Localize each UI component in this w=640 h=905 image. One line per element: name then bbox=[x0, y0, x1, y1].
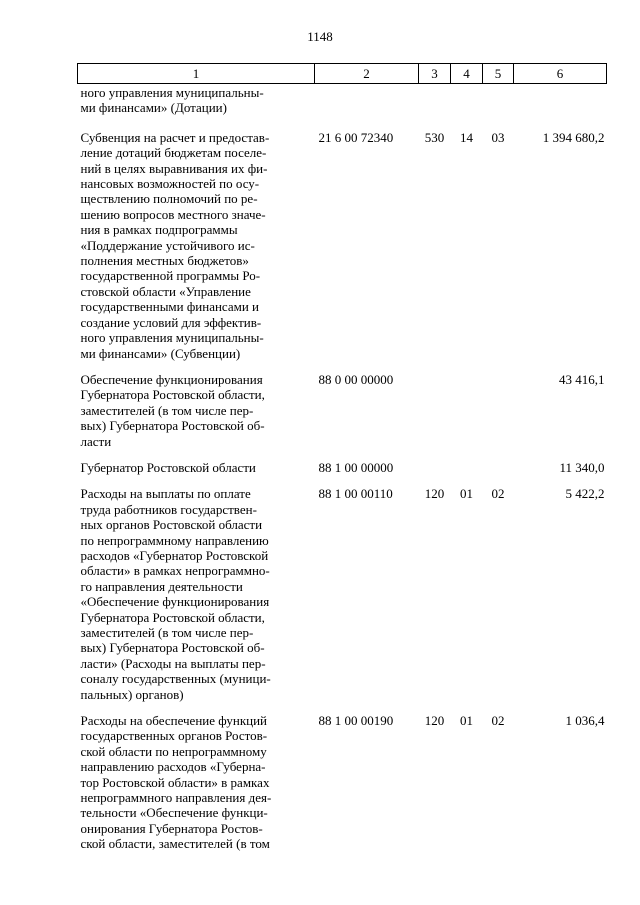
table-row bbox=[78, 486, 607, 713]
row-subsection: 02 bbox=[491, 713, 505, 729]
row-section: 01 bbox=[460, 713, 473, 729]
table-row bbox=[78, 84, 607, 130]
column-header: 1 bbox=[78, 64, 315, 84]
row-subsection bbox=[483, 372, 514, 460]
row-section bbox=[451, 372, 483, 460]
column-header: 4 bbox=[451, 64, 483, 84]
table-row bbox=[78, 713, 607, 863]
row-amount: 1 036,4 bbox=[565, 713, 605, 729]
column-header: 2 bbox=[315, 64, 419, 84]
row-amount: 5 422,2 bbox=[565, 486, 605, 502]
row-expense-type bbox=[419, 372, 451, 460]
row-section: 14 bbox=[460, 129, 473, 145]
row-section bbox=[451, 460, 483, 486]
row-target-code bbox=[315, 84, 419, 130]
row-target-code: 88 1 00 00110 bbox=[318, 486, 393, 502]
row-subsection bbox=[483, 84, 514, 130]
row-description: Губернатор Ростовской области bbox=[80, 459, 256, 475]
row-amount: 11 340,0 bbox=[559, 459, 605, 475]
row-subsection: 02 bbox=[491, 486, 505, 502]
column-header: 6 bbox=[514, 64, 607, 84]
row-subsection bbox=[483, 460, 514, 486]
row-section: 01 bbox=[460, 486, 473, 502]
column-header: 5 bbox=[483, 64, 514, 84]
table-row bbox=[78, 372, 607, 460]
row-description: Расходы на выплаты по оплате труда работников государствен- ных органов Ростовской области по непрограммному направлению расходов «Губернатор Ростовской области» в рамках непрограммно- го направления деятельности «Обеспечение функционирования Губернатора Ростовской области, заместителей (в том числе пер- вых) Губернатора Ростовской об- ласти» (Расходы на выплаты пер- соналу государственных (муници- пальных) органов) bbox=[80, 486, 271, 702]
row-subsection: 03 bbox=[491, 129, 505, 145]
page-number: 1148 bbox=[307, 29, 333, 44]
row-target-code: 21 6 00 72340 bbox=[318, 129, 394, 145]
row-expense-type bbox=[419, 84, 451, 130]
row-expense-type: 120 bbox=[424, 486, 445, 502]
row-target-code: 88 1 00 00190 bbox=[318, 713, 394, 729]
row-target-code: 88 1 00 00000 bbox=[318, 459, 394, 475]
row-expense-type: 530 bbox=[424, 129, 445, 145]
column-header: 3 bbox=[419, 64, 451, 84]
row-expense-type bbox=[419, 460, 451, 486]
row-expense-type: 120 bbox=[424, 713, 445, 729]
row-description: Субвенция на расчет и предостав- ление дотаций бюджетам поселе- ний в целях выравнивания их фи- нансовых возможностей по осу- ществлению полномочий по ре- шению вопросов местного значе- ния в рамках подпрограммы «Поддержание устойчивого ис- полнения местных бюджетов» государственной программы Ро- стовской области «Управление государственными финансами и создание условий для эффектив- ного управления муниципальны- ми финансами» (Субвенции) bbox=[80, 129, 270, 361]
row-section bbox=[451, 84, 483, 130]
row-amount bbox=[514, 84, 607, 130]
budget-table bbox=[77, 63, 607, 863]
row-amount: 1 394 680,2 bbox=[542, 129, 605, 145]
table-header-row bbox=[78, 64, 607, 84]
row-description: Расходы на обеспечение функций государственных органов Ростов- ской области по непрограммному направлению расходов «Губерна- тор Ростовской области» в рамках непрограммного направления дея- тельности «Обеспечение функци- онирования Губернатора Ростов- ской области, заместителей (в том bbox=[80, 713, 272, 852]
row-description: ного управления муниципальны- ми финансами» (Дотации) bbox=[80, 85, 264, 116]
row-amount: 43 416,1 bbox=[559, 371, 605, 387]
table-row bbox=[78, 460, 607, 486]
table-row bbox=[78, 130, 607, 372]
row-target-code: 88 0 00 00000 bbox=[318, 371, 394, 387]
row-description: Обеспечение функционирования Губернатора Ростовской области, заместителей (в том числе пер- вых) Губернатора Ростовской об- ласти bbox=[80, 371, 265, 449]
